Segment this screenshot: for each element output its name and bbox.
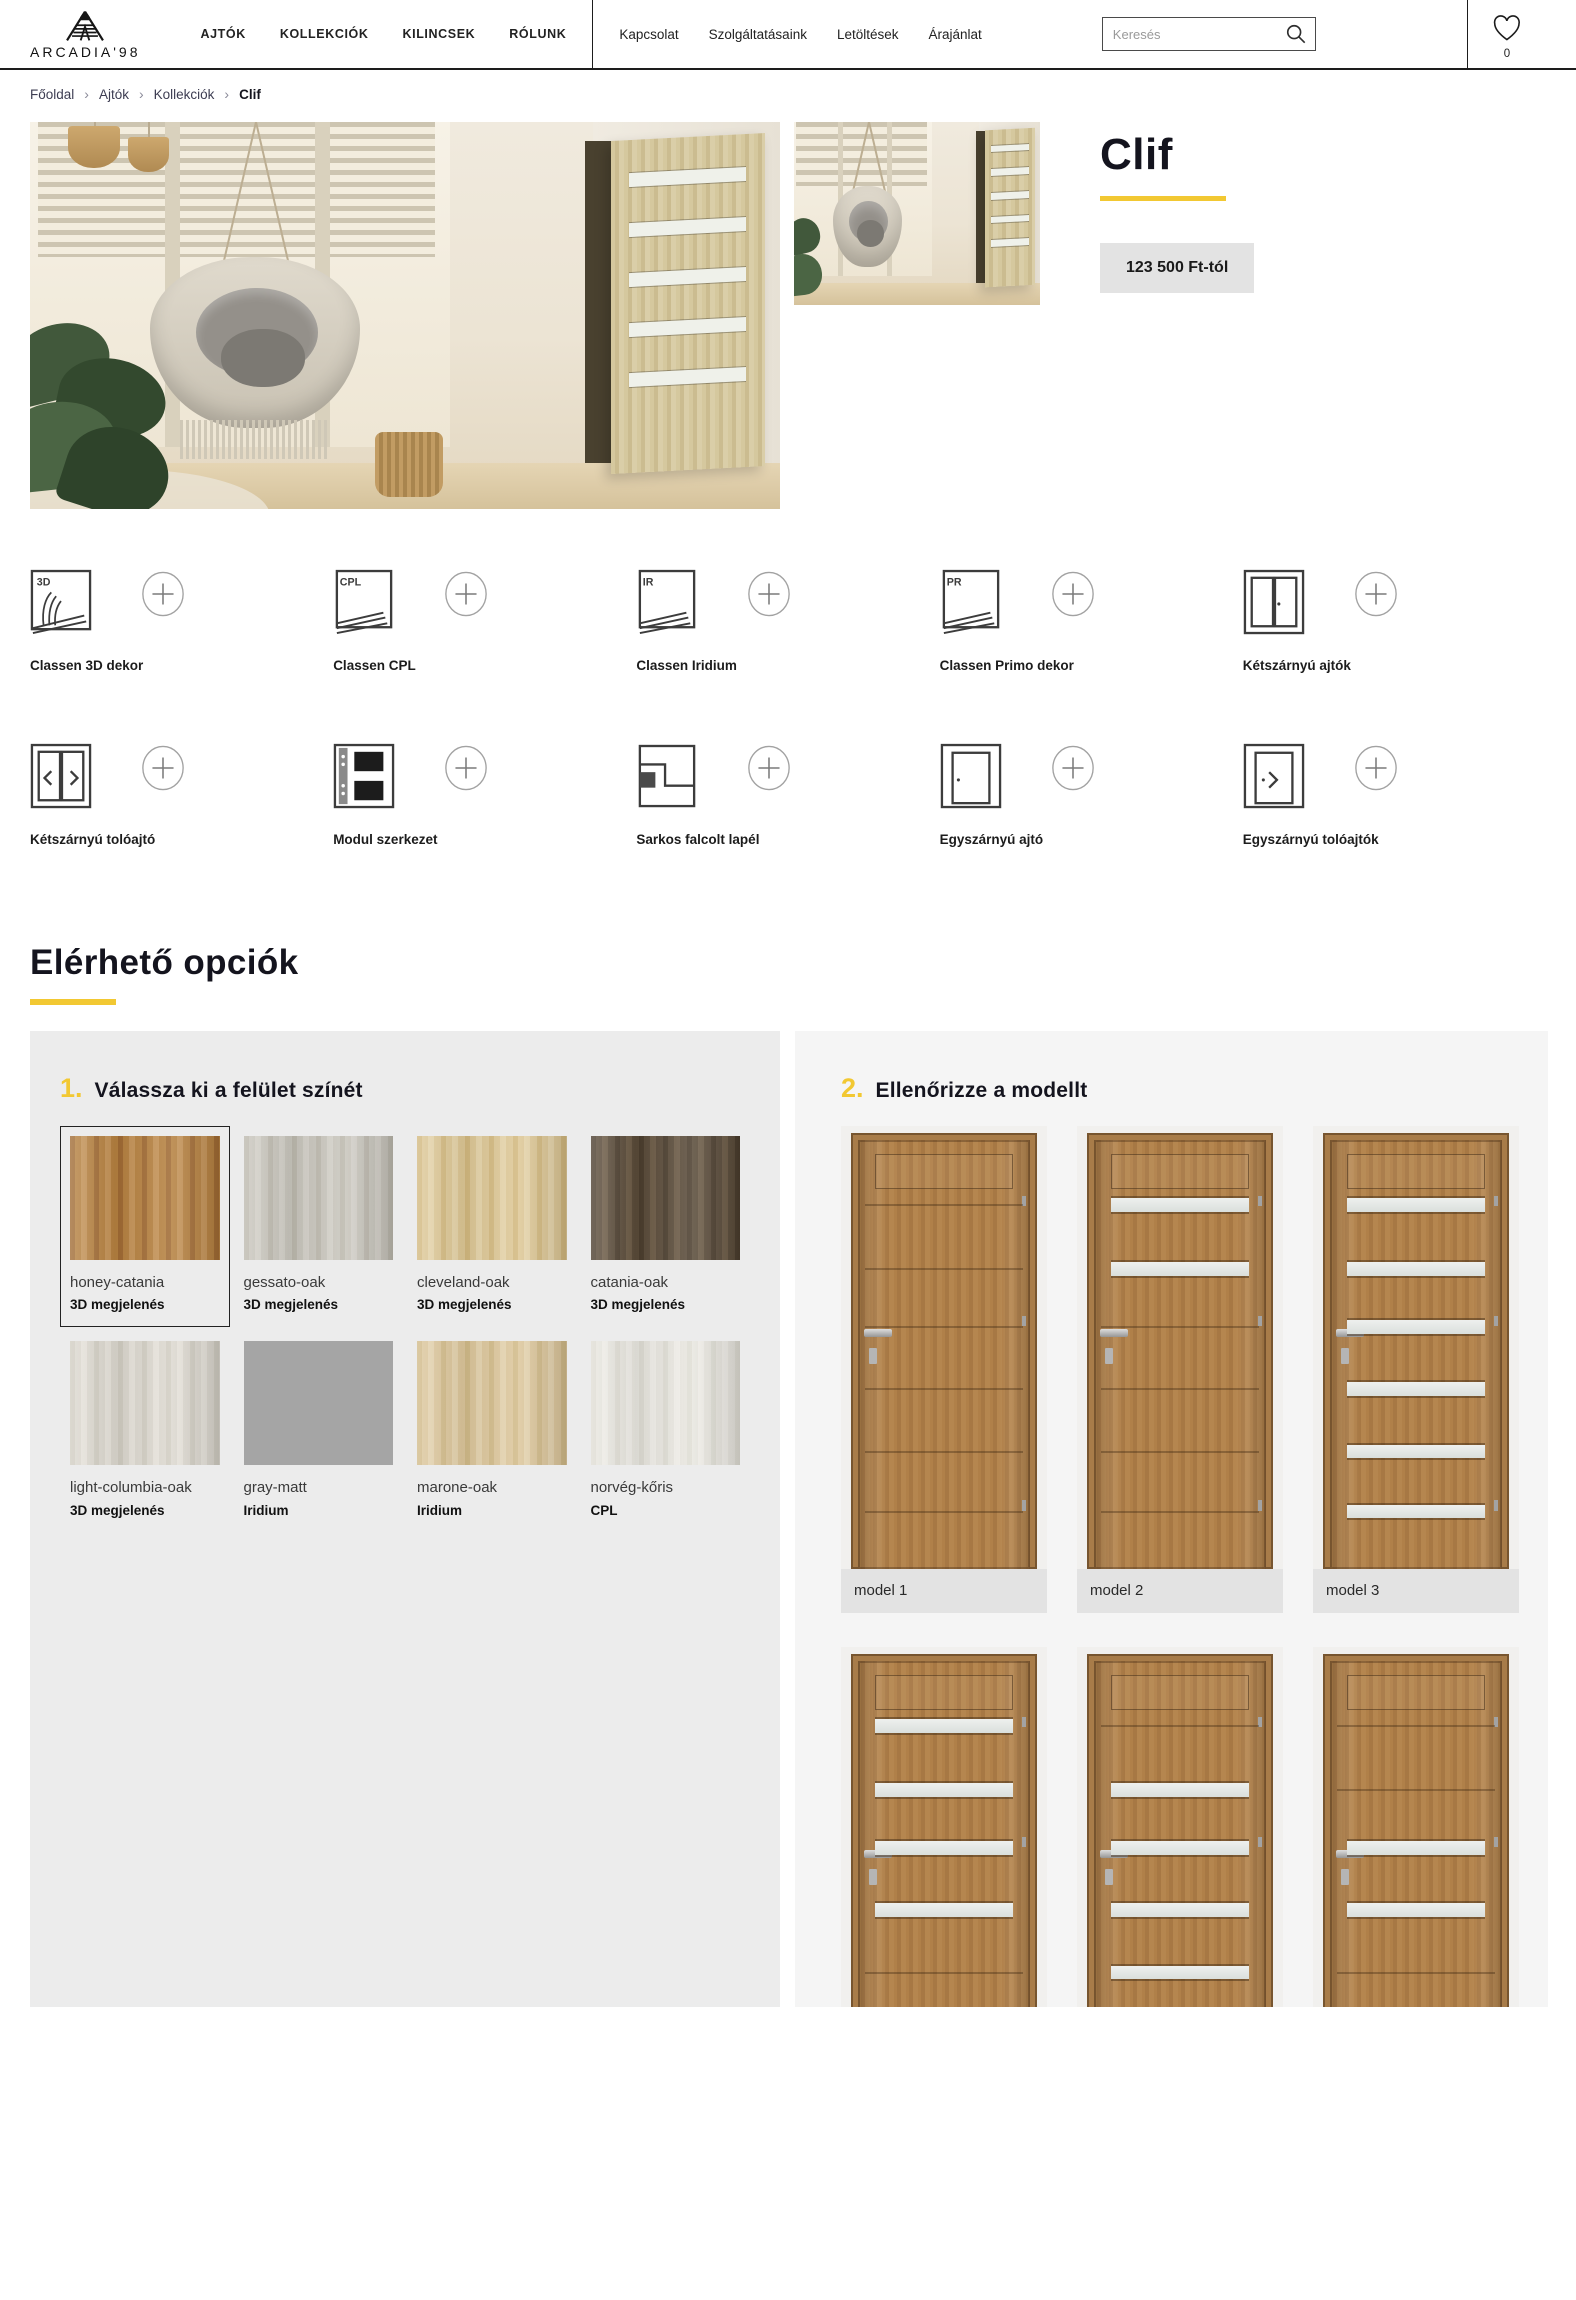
swatch-finish: 3D megjelenés <box>590 1297 686 1313</box>
room-scene-thumb <box>794 122 1040 305</box>
door-leaf <box>1330 1140 1501 1569</box>
feature-grid <box>0 569 1576 847</box>
plus-icon[interactable] <box>140 571 186 622</box>
options-section-title: Elérhető opciók <box>30 943 299 982</box>
brand-name: ARCADIA'98 <box>30 43 141 60</box>
door-model-label: model 2 <box>1077 1569 1283 1613</box>
feature-label: Sarkos falcolt lapél <box>636 832 760 847</box>
breadcrumb-item-ajt-k[interactable]: Ajtók <box>98 86 129 102</box>
door-hinge <box>1258 1316 1262 1326</box>
breadcrumb-item-clif: Clif <box>239 86 261 102</box>
door-panel-seam <box>1337 1789 1495 1791</box>
nav-item-raj-nlat[interactable]: Árajánlat <box>928 26 982 42</box>
breadcrumb-separator: › <box>84 86 89 102</box>
door-hinge <box>1494 1196 1498 1206</box>
nav-item-szolg-ltat-saink[interactable]: Szolgáltatásaink <box>708 26 807 42</box>
swatch-chip <box>591 1341 741 1465</box>
door-glass-strip <box>1347 1445 1484 1459</box>
door-hinge <box>1022 1837 1026 1847</box>
feature-label: Classen 3D dekor <box>30 658 144 673</box>
feature-label: Classen CPL <box>333 658 416 673</box>
scene-chair-fringe <box>180 420 330 459</box>
swatch-chip <box>417 1136 567 1260</box>
layers-3d-icon <box>30 569 92 642</box>
breadcrumb-item-f-oldal[interactable]: Főoldal <box>30 86 75 102</box>
door-glass-strip <box>1347 1505 1484 1519</box>
swatch-card-cleveland-oak[interactable] <box>407 1126 577 1327</box>
options-panels <box>30 1031 1546 2007</box>
door-glass-strip <box>1347 1841 1484 1855</box>
door-frame <box>1087 1654 1272 2007</box>
feature-label: Classen Primo dekor <box>939 658 1074 673</box>
swatch-name: norvég-kőris <box>590 1479 674 1497</box>
plus-icon[interactable] <box>746 745 792 796</box>
search-box <box>1102 17 1316 51</box>
nav-divider <box>592 0 593 68</box>
swatch-name: cleveland-oak <box>417 1274 510 1291</box>
scene-door-glass <box>991 215 1029 224</box>
door-image <box>1313 1126 1519 1569</box>
feature-card-classen-primo-dekor[interactable] <box>940 569 1243 673</box>
feature-label: Kétszárnyú tolóajtó <box>30 832 156 847</box>
door-panel-seam <box>1101 1326 1259 1328</box>
nav-item-r-lunk[interactable]: RÓLUNK <box>509 27 567 41</box>
door-image <box>841 1647 1047 2007</box>
door-panel-seam <box>865 1268 1023 1270</box>
title-underline <box>1100 196 1226 201</box>
door-model-card-model-2[interactable] <box>1077 1126 1283 1613</box>
door-frame <box>1323 1133 1508 1569</box>
scene-cushion <box>857 220 885 247</box>
door-glass-strip <box>1111 1783 1248 1797</box>
door-glass-strip <box>1347 1262 1484 1276</box>
swatch-card-norv-g-k-ris[interactable] <box>581 1331 751 1532</box>
door-hinge <box>1022 1316 1026 1326</box>
surface-color-panel <box>30 1031 780 2007</box>
scene-hanging-chair <box>833 186 902 267</box>
scene-plant-leaf <box>794 253 825 298</box>
breadcrumb-item-kollekci-k[interactable]: Kollekciók <box>153 86 215 102</box>
door-glass-strip <box>875 1841 1012 1855</box>
feature-card-modul-szerkezet[interactable] <box>333 743 636 847</box>
door-model-card-row2-2[interactable] <box>1077 1647 1283 2007</box>
scene-plant <box>30 316 180 510</box>
door-frame <box>1087 1133 1272 1569</box>
door-panel-seam <box>865 1511 1023 1513</box>
swatch-card-honey-catania[interactable] <box>60 1126 230 1327</box>
layers-ir-icon <box>636 569 698 642</box>
step-title: Ellenőrizze a modellt <box>875 1079 1088 1102</box>
door-model-label: model 3 <box>1313 1569 1519 1613</box>
door-keyplate <box>869 1869 878 1884</box>
door-panel-seam <box>1101 1511 1259 1513</box>
scene-door-glass <box>991 144 1029 153</box>
swatch-chip <box>417 1341 567 1465</box>
swatch-name: marone-oak <box>417 1479 498 1497</box>
swatch-finish: 3D megjelenés <box>243 1297 339 1313</box>
plus-icon[interactable] <box>746 571 792 622</box>
door-glass-strip <box>1111 1262 1248 1276</box>
door-keyplate <box>1341 1869 1350 1884</box>
heart-icon <box>1492 15 1522 47</box>
svg-text:IR: IR <box>643 576 654 589</box>
feature-label: Kétszárnyú ajtók <box>1242 658 1351 673</box>
door-hinge <box>1258 1837 1262 1847</box>
feature-card-classen-3d-dekor[interactable] <box>30 569 333 673</box>
door-leaf <box>858 1661 1029 2007</box>
corner-rebate-icon <box>636 743 698 816</box>
swatch-card-catania-oak[interactable] <box>581 1126 751 1327</box>
door-keyplate <box>1105 1869 1114 1884</box>
door-frame <box>851 1654 1036 2007</box>
swatch-chip <box>70 1136 220 1260</box>
door-glass-strip <box>875 1903 1012 1917</box>
search-input[interactable] <box>1113 27 1285 42</box>
scene-door-glass <box>630 317 747 337</box>
door-panel-seam <box>865 1972 1023 1974</box>
door-handle <box>864 1329 891 1338</box>
plus-icon[interactable] <box>140 745 186 796</box>
door-top-panel <box>1111 1675 1248 1710</box>
door-image <box>1077 1647 1283 2007</box>
feature-card-classen-iridium[interactable] <box>636 569 939 673</box>
step-number: 1. <box>60 1073 83 1103</box>
door-glass-strip <box>1347 1382 1484 1396</box>
scene-door <box>611 133 765 474</box>
door-glass-strip <box>1111 1198 1248 1212</box>
door-hinge <box>1258 1500 1262 1510</box>
door-glass-strip <box>1347 1320 1484 1334</box>
swatch-name: gessato-oak <box>243 1274 326 1291</box>
swatch-card-gessato-oak[interactable] <box>234 1126 404 1327</box>
feature-card-sarkos-falcolt-lap-l[interactable] <box>636 743 939 847</box>
door-hinge <box>1258 1196 1262 1206</box>
door-glass-strip <box>1111 1903 1248 1917</box>
nav-item-kapcsolat[interactable]: Kapcsolat <box>619 26 679 42</box>
double-door-icon <box>1243 569 1305 642</box>
layers-cpl-icon <box>333 569 395 642</box>
scene-hanging-basket <box>128 137 169 172</box>
door-glass-strip <box>875 1719 1012 1733</box>
door-panel-seam <box>1337 1972 1495 1974</box>
product-info <box>1054 122 1254 509</box>
swatch-finish: Iridium <box>243 1502 289 1518</box>
door-model-card-model-1[interactable] <box>841 1126 1047 1613</box>
single-sliding-door-icon <box>1243 743 1305 816</box>
product-photo-main[interactable] <box>30 122 780 509</box>
door-leaf <box>1330 1661 1501 2007</box>
door-frame <box>1323 1654 1508 2007</box>
feature-card-k-tsz-rny-tol-ajt[interactable] <box>30 743 333 847</box>
scene-hanging-basket <box>68 126 121 169</box>
swatch-card-gray-matt[interactable] <box>234 1331 404 1532</box>
step-number: 2. <box>841 1073 864 1103</box>
nav-item-let-lt-sek[interactable]: Letöltések <box>836 26 899 42</box>
nav-item-kollekci-k[interactable]: KOLLEKCIÓK <box>279 27 369 41</box>
model-panel <box>795 1031 1548 2007</box>
svg-text:PR: PR <box>946 576 962 589</box>
door-leaf <box>858 1140 1029 1569</box>
scene-wicker-stool <box>375 432 443 498</box>
product-photo-thumbnail[interactable] <box>794 122 1040 305</box>
swatch-name: catania-oak <box>590 1274 669 1291</box>
door-model-card-row2-3[interactable] <box>1313 1647 1519 2007</box>
swatch-chip <box>244 1136 394 1260</box>
door-image <box>841 1126 1047 1569</box>
breadcrumb-separator: › <box>224 86 230 102</box>
door-panel-seam <box>865 1204 1023 1206</box>
swatch-name: honey-catania <box>70 1274 165 1291</box>
door-panel-seam <box>1337 1725 1495 1727</box>
swatch-finish: 3D megjelenés <box>70 1502 165 1518</box>
feature-card-egysz-rny-tol-ajt-k[interactable] <box>1243 743 1546 847</box>
scene-door-glass <box>991 168 1029 177</box>
door-keyplate <box>1105 1348 1114 1363</box>
door-handle <box>1100 1329 1127 1338</box>
step-model-header <box>841 1073 1518 1104</box>
door-model-card-model-3[interactable] <box>1313 1126 1519 1613</box>
svg-text:3D: 3D <box>36 576 51 589</box>
door-hinge <box>1022 1500 1026 1510</box>
swatch-grid <box>60 1126 750 1533</box>
scene-door-glass <box>630 367 747 387</box>
swatch-card-marone-oak[interactable] <box>407 1331 577 1532</box>
scene-door-glass <box>630 218 747 238</box>
door-panel-seam <box>1101 1451 1259 1453</box>
door-top-panel <box>1347 1154 1484 1189</box>
double-sliding-door-icon <box>30 743 92 816</box>
feature-label: Classen Iridium <box>636 658 737 673</box>
feature-label: Egyszárnyú ajtó <box>939 832 1044 847</box>
door-model-grid <box>841 1126 1518 2007</box>
room-scene <box>30 122 780 509</box>
door-glass-strip <box>1111 1841 1248 1855</box>
door-panel-seam <box>865 1388 1023 1390</box>
favorites-button[interactable] <box>1468 9 1546 60</box>
swatch-card-light-columbia-oak[interactable] <box>60 1331 230 1532</box>
door-frame <box>851 1133 1036 1569</box>
feature-label: Modul szerkezet <box>333 832 438 847</box>
door-glass-strip <box>1347 1903 1484 1917</box>
door-panel-seam <box>1101 1388 1259 1390</box>
step-surface-header <box>60 1073 750 1104</box>
door-image <box>1313 1647 1519 2007</box>
door-leaf <box>1094 1140 1265 1569</box>
scene-hanging-chair <box>150 257 360 427</box>
swatch-chip <box>591 1136 741 1260</box>
nav-item-ajt-k[interactable]: AJTÓK <box>200 27 246 41</box>
secondary-nav <box>619 27 981 42</box>
scene-door-glass <box>991 238 1029 247</box>
door-panel-seam <box>865 1326 1023 1328</box>
plus-icon[interactable] <box>1353 571 1399 622</box>
door-hinge <box>1494 1316 1498 1326</box>
feature-card-classen-cpl[interactable] <box>333 569 636 673</box>
door-model-card-row2-1[interactable] <box>841 1647 1047 2007</box>
breadcrumb <box>0 70 1576 102</box>
plus-icon[interactable] <box>1050 571 1096 622</box>
plus-icon[interactable] <box>443 571 489 622</box>
brand-logo[interactable] <box>30 9 140 60</box>
plus-icon[interactable] <box>1050 745 1096 796</box>
door-glass-strip <box>1347 1198 1484 1212</box>
options-underline <box>30 999 116 1005</box>
scene-plant-leaf <box>794 214 824 256</box>
price-badge: 123 500 Ft-tól <box>1100 243 1254 293</box>
door-glass-strip <box>875 1783 1012 1797</box>
swatch-finish: 3D megjelenés <box>70 1297 165 1313</box>
feature-card-k-tsz-rny-ajt-k[interactable] <box>1243 569 1546 673</box>
door-leaf <box>1094 1661 1265 2007</box>
door-top-panel <box>875 1154 1012 1189</box>
feature-card-egysz-rny-ajt[interactable] <box>940 743 1243 847</box>
door-hinge <box>1494 1837 1498 1847</box>
page-title: Clif <box>1100 130 1173 179</box>
door-keyplate <box>1341 1348 1350 1363</box>
layers-pr-icon <box>940 569 1002 642</box>
swatch-name: gray-matt <box>243 1479 307 1497</box>
favorites-count: 0 <box>1503 47 1511 60</box>
product-hero <box>0 102 1576 509</box>
module-structure-icon <box>333 743 395 816</box>
step-title: Válassza ki a felület színét <box>94 1079 363 1102</box>
scene-plant <box>794 214 843 306</box>
feature-label: Egyszárnyú tolóajtók <box>1242 832 1379 847</box>
plus-icon[interactable] <box>443 745 489 796</box>
door-model-label: model 1 <box>841 1569 1047 1613</box>
swatch-chip <box>244 1341 394 1465</box>
plus-icon[interactable] <box>1353 745 1399 796</box>
scene-door-glass <box>630 268 747 288</box>
scene-door-glass <box>630 168 747 188</box>
door-top-panel <box>875 1675 1012 1710</box>
swatch-finish: Iridium <box>417 1502 463 1518</box>
scene-door-glass <box>991 191 1029 200</box>
swatch-finish: CPL <box>590 1502 618 1518</box>
arcadia-house-icon <box>62 9 108 43</box>
door-image <box>1077 1126 1283 1569</box>
door-hinge <box>1022 1717 1026 1727</box>
nav-item-kilincsek[interactable]: KILINCSEK <box>402 27 476 41</box>
search-icon[interactable] <box>1285 23 1307 45</box>
door-glass-strip <box>1111 1966 1248 1980</box>
breadcrumb-separator: › <box>138 86 144 102</box>
swatch-name: light-columbia-oak <box>70 1479 192 1497</box>
scene-cushion <box>221 329 305 387</box>
single-door-icon <box>940 743 1002 816</box>
door-hinge <box>1494 1500 1498 1510</box>
header <box>0 0 1576 70</box>
door-panel-seam <box>1101 1725 1259 1727</box>
primary-nav <box>200 27 566 41</box>
door-keyplate <box>869 1348 878 1363</box>
door-panel-seam <box>865 1451 1023 1453</box>
door-top-panel <box>1347 1675 1484 1710</box>
scene-door <box>985 128 1035 288</box>
swatch-chip <box>70 1341 220 1465</box>
svg-text:CPL: CPL <box>339 576 362 589</box>
swatch-finish: 3D megjelenés <box>417 1297 512 1313</box>
door-top-panel <box>1111 1154 1248 1189</box>
